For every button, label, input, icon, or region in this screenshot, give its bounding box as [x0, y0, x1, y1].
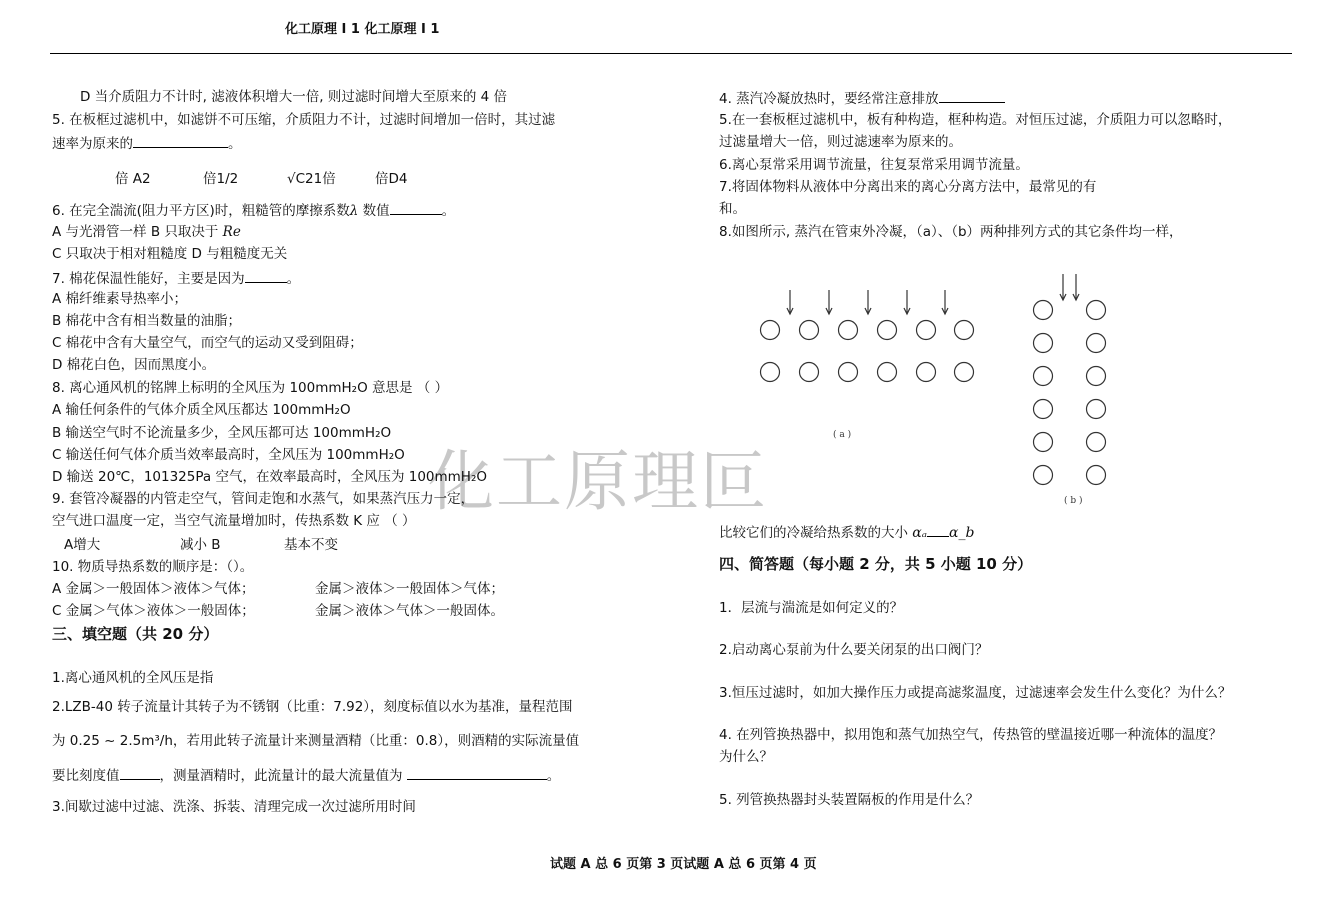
fill-2-label: 要比刻度值	[52, 768, 120, 784]
q6-label-2: 数值	[358, 203, 390, 219]
fill-1: 1.离心通风机的全风压是指	[52, 670, 214, 686]
tube-circle	[1034, 466, 1053, 485]
answer-blank[interactable]	[927, 522, 949, 537]
tube-circle	[1034, 400, 1053, 419]
short-4: 4. 在列管换热器中，拟用饱和蒸气加热空气，传热管的壁温接近哪一种流体的温度？	[719, 727, 1223, 743]
alpha-b: α_b	[949, 525, 975, 541]
figure-a	[761, 290, 974, 382]
fill-5-line2: 过滤量增大一倍，则过滤速率为原来的。	[719, 134, 962, 150]
tube-circle	[917, 363, 936, 382]
q5-text-2-label: 速率为原来的	[52, 136, 133, 152]
tube-circle	[800, 321, 819, 340]
short-3: 3.恒压过滤时，如加大操作压力或提高滤浆温度，过滤速率会发生什么变化？为什么？	[719, 685, 1232, 701]
q5-option: 倍D4	[375, 171, 408, 187]
section-3-heading: 三、填空题（共 20 分）	[52, 625, 219, 643]
q7-option: C 棉花中含有大量空气，而空气的运动又受到阻碍；	[52, 335, 363, 351]
q7-option: D 棉花白色，因而黑度小。	[52, 357, 216, 373]
tube-circle	[1087, 301, 1106, 320]
tube-circle	[761, 363, 780, 382]
q8-option: C 输送任何气体介质当效率最高时，全风压为 100mmH₂O	[52, 447, 405, 463]
fill-2-label-2: ，测量酒精时，此流量计的最大流量值为	[159, 768, 407, 784]
q7-option: B 棉花中含有相当数量的油脂；	[52, 313, 242, 329]
tube-circle	[1087, 433, 1106, 452]
q5-text: 5. 在板框过滤机中，如滤饼不可压缩，介质阻力不计，过滤时间增加一倍时，其过滤	[52, 112, 556, 128]
fill-2-line2: 为 0.25 ~ 2.5m³/h，若用此转子流量计来测量酒精（比重：0.8），则酒精的实际流量值	[52, 733, 580, 749]
fill-3: 3.间歇过滤中过滤、洗涤、拆装、清理完成一次过滤所用时间	[52, 799, 416, 815]
figure-b-label: ( b )	[1064, 496, 1083, 506]
compare-line	[719, 522, 974, 542]
watermark: 化工原理叵	[428, 443, 768, 520]
tube-circle	[1034, 334, 1053, 353]
q10-text: 10. 物质导热系数的顺序是：（）。	[52, 559, 254, 575]
compare-label: 比较它们的冷凝给热系数的大小	[719, 525, 913, 541]
short-2: 2.启动离心泵前为什么要关闭泵的出口阀门？	[719, 642, 989, 658]
q4-option-d: D 当介质阻力不计时, 滤液体积增大一倍, 则过滤时间增大至原来的 4 倍	[80, 89, 508, 105]
q6-label: 6. 在完全湍流(阻力平方区)时，粗糙管的摩擦系数	[52, 203, 350, 219]
q8-text: 8. 离心通风机的铭牌上标明的全风压为 100mmH₂O 意思是 （ ）	[52, 380, 449, 396]
lambda-symbol: λ	[349, 203, 359, 219]
q6-options-cd: C 只取决于相对粗糙度 D 与粗糙度无关	[52, 246, 288, 262]
tube-circle	[800, 363, 819, 382]
tube-circle	[917, 321, 936, 340]
q10-option: C 金属＞气体＞液体＞一般固体；	[52, 603, 255, 619]
tube-circle	[1034, 433, 1053, 452]
fill-8: 8.如图所示, 蒸汽在管束外冷凝，（a）、（b）两种排列方式的其它条件均一样，	[719, 224, 1183, 240]
tube-circle	[839, 321, 858, 340]
alpha-a: αₐ	[912, 525, 928, 541]
q5-option: 倍1/2	[203, 171, 239, 187]
q5-option: 倍 A2	[115, 171, 151, 187]
tube-circle	[1087, 334, 1106, 353]
tube-circle	[839, 363, 858, 382]
section-4-heading: 四、简答题（每小题 2 分，共 5 小题 10 分）	[719, 555, 1033, 573]
q10-option: 金属＞液体＞一般固体＞气体；	[315, 581, 504, 597]
q7-end: 。	[286, 271, 301, 287]
tube-circle	[955, 321, 974, 340]
fill-7-line2: 和。	[719, 201, 746, 217]
tube-circle	[1034, 301, 1053, 320]
q5-option: √C21倍	[287, 171, 336, 187]
q10-option: A 金属＞一般固体＞液体＞气体；	[52, 581, 255, 597]
q9-text-2: 空气进口温度一定，当空气流量增加时，传热系数 K 应 （ ）	[52, 513, 416, 529]
q9-option: 基本不变	[284, 537, 338, 553]
q5-end: 。	[228, 136, 242, 152]
q7-label: 7. 棉花保温性能好，主要是因为	[52, 271, 245, 287]
short-1: 1．层流与湍流是如何定义的？	[719, 600, 904, 616]
fill-4-label: 4. 蒸汽冷凝放热时，要经常注意排放	[719, 91, 939, 107]
short-5: 5. 列管换热器封头装置隔板的作用是什么？	[719, 792, 980, 808]
re-symbol: Re	[222, 224, 241, 240]
q7-option: A 棉纤维素导热率小；	[52, 291, 188, 307]
fill-7: 7.将固体物料从液体中分离出来的离心分离方法中，最常见的有	[719, 179, 1097, 195]
tube-circle	[761, 321, 780, 340]
fill-2-end: 。	[546, 768, 561, 784]
figure-b	[1034, 274, 1106, 485]
q6-options-ab-text: A 与光滑管一样 B 只取决于	[52, 224, 223, 240]
tube-circle	[1034, 367, 1053, 386]
tube-circle	[878, 321, 897, 340]
q8-option: B 输送空气时不论流量多少，全风压都可达 100mmH₂O	[52, 425, 392, 441]
fill-6: 6.离心泵常采用调节流量，往复泵常采用调节流量。	[719, 157, 1029, 173]
fill-2: 2.LZB-40 转子流量计其转子为不锈钢（比重：7.92），刻度标值以水为基准，量程范围	[52, 699, 573, 715]
page-header: 化工原理 I 1 化工原理 I 1	[285, 22, 440, 37]
tube-circle	[1087, 367, 1106, 386]
fill-5: 5.在一套板框过滤机中，板有种构造，框种构造。对恒压过滤，介质阻力可以忽略时，	[719, 112, 1232, 128]
short-4-line2: 为什么？	[719, 749, 773, 765]
q6-end: 。	[441, 203, 456, 219]
q9-option: A增大	[64, 537, 101, 553]
q8-option: D 输送 20℃，101325Pa 空气，在效率最高时，全风压为 100mmH₂O	[52, 469, 487, 485]
figure-a-label: ( a )	[833, 430, 852, 440]
q10-option: 金属＞液体＞气体＞一般固体。	[315, 603, 504, 619]
q9-option: 减小 B	[180, 537, 221, 553]
tube-circle	[878, 363, 897, 382]
q9-text: 9. 套管冷凝器的内管走空气，管间走饱和水蒸气，如果蒸汽压力一定，	[52, 491, 475, 507]
tube-circle	[1087, 400, 1106, 419]
tube-circle	[1087, 466, 1106, 485]
q8-option: A 输任何条件的气体介质全风压都达 100mmH₂O	[52, 402, 351, 418]
tube-circle	[955, 363, 974, 382]
page-footer: 试题 A 总 6 页第 3 页试题 A 总 6 页第 4 页	[550, 857, 817, 872]
